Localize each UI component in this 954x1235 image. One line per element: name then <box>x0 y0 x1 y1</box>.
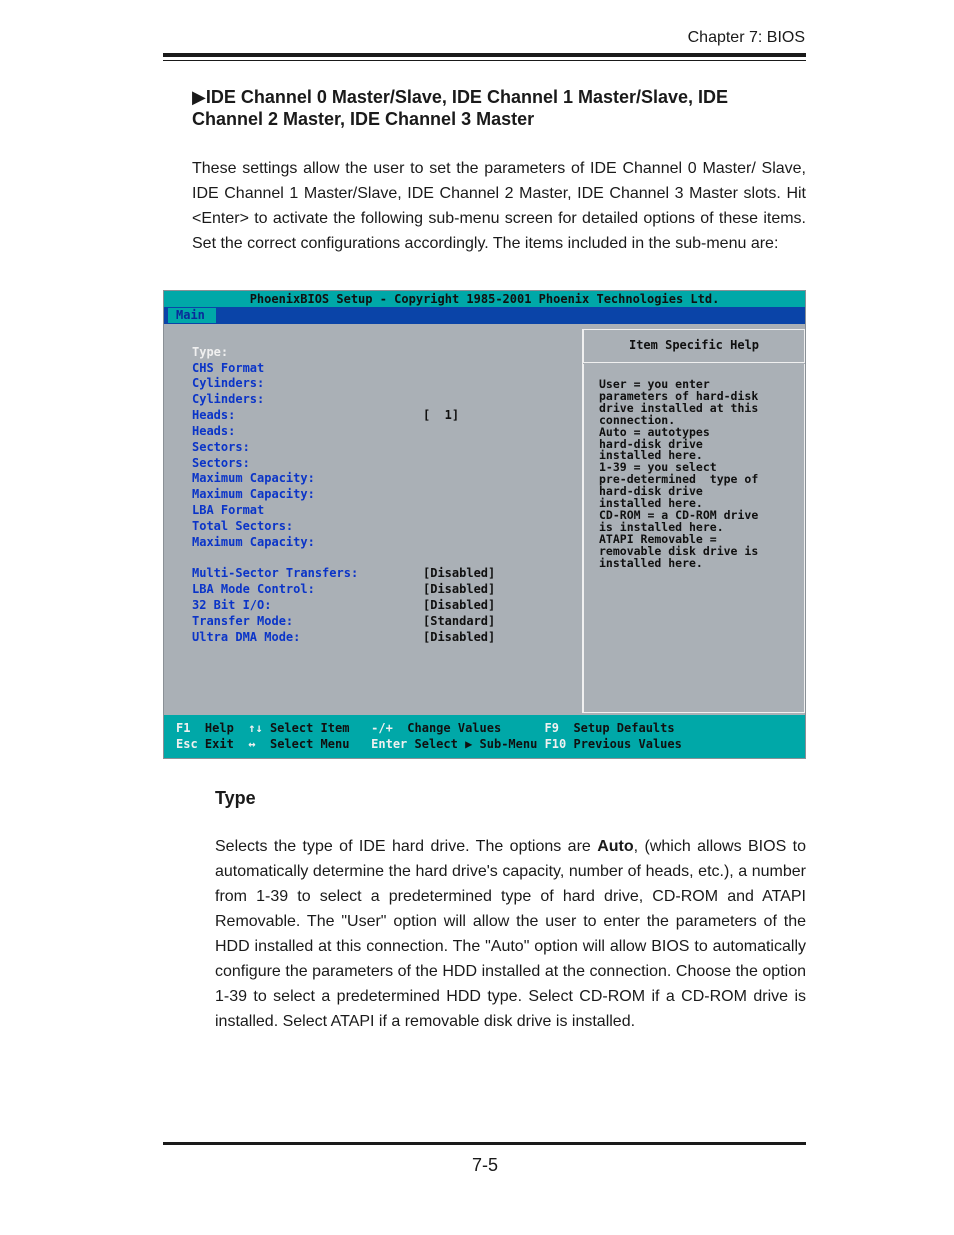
chapter-header: Chapter 7: BIOS <box>687 29 805 46</box>
key-f1-label: Help <box>204 721 234 735</box>
key-leftright-label: Select Menu <box>269 737 350 751</box>
bios-value-multi-sector[interactable]: [Disabled] <box>423 566 496 580</box>
bios-value-ultra-dma[interactable]: [Disabled] <box>423 630 496 644</box>
bios-field-multi-sector[interactable]: Multi-Sector Transfers: <box>192 566 359 580</box>
bios-tab-main[interactable]: Main <box>168 308 216 323</box>
header-rule-thin <box>163 60 806 61</box>
page-number: 7-5 <box>471 1155 498 1175</box>
bios-value-32bit-io[interactable]: [Disabled] <box>423 598 496 612</box>
key-legend-row-2 <box>176 736 682 752</box>
key-f9: F9 <box>544 721 559 735</box>
type-paragraph <box>215 834 806 1034</box>
bios-field-sectors-2: Sectors: <box>192 456 250 470</box>
key-legend-row-1 <box>176 720 675 736</box>
bios-help-panel <box>583 329 805 713</box>
type-heading: Type <box>215 788 256 808</box>
key-f1: F1 <box>176 721 191 735</box>
bios-value-transfer-mode[interactable]: [Standard] <box>423 614 496 628</box>
bios-fields-panel <box>164 329 583 713</box>
bios-field-total-sectors: Total Sectors: <box>192 519 294 533</box>
help-text: User = you enter parameters of hard-disk drive installed at this connection. Auto = autotypes hard-disk drive installed here. 1-39 = you select pre-determined type of hard-disk drive installed here. CD-ROM = a CD-ROM drive is installed here. ATAPI Removable = removable disk drive is installed here. <box>599 377 759 570</box>
bios-title-bar: PhoenixBIOS Setup - Copyright 1985-2001 Phoenix Technologies Ltd. <box>164 291 805 307</box>
bios-field-max-capacity-2: Maximum Capacity: <box>192 487 315 501</box>
bios-menu-bar <box>164 307 805 324</box>
bios-field-32bit-io[interactable]: 32 Bit I/O: <box>192 598 272 612</box>
help-title: Item Specific Help <box>583 329 805 363</box>
bios-field-ultra-dma[interactable]: Ultra DMA Mode: <box>192 630 301 644</box>
bios-value-heads[interactable]: [ 1] <box>423 408 460 422</box>
bios-field-type[interactable]: Type: <box>192 345 229 359</box>
header-rule-thick <box>163 53 806 57</box>
intro-paragraph: These settings allow the user to set the parameters of IDE Channel 0 Master/ Slave, IDE Channel 1 Master/Slave, IDE Channel 2 Master, IDE Channel 3 Master slots. Hit <Enter> to activate the following sub-menu screen for detailed options of these items. Set the correct configurations accordingly. The items included in the sub-menu are: <box>192 160 806 252</box>
bios-field-cylinders-2: Cylinders: <box>192 392 265 406</box>
key-plusminus-label: Change Values <box>407 721 502 735</box>
bios-key-legend <box>164 715 805 758</box>
footer-rule <box>163 1142 806 1145</box>
key-esc: Esc <box>176 737 198 751</box>
key-updown: ↑↓ <box>248 721 263 735</box>
key-enter: Enter <box>371 737 408 751</box>
type-text-after: , (which allows BIOS to automatically determine the hard drive's capacity, number of heads, etc.), a number from 1-39 to select a predetermined type of hard drive, CD-ROM and ATAPI Removable. The "User" option will allow the user to enter the parameters of the HDD installed at this connection. The "Auto" option will allow BIOS to automatically configure the parameters of the HDD installed at the connection. Choose the option 1-39 to select a predetermined HDD type. Select CD-ROM if a CD-ROM drive is installed. Select ATAPI if a removable disk drive is installed. <box>215 838 806 1030</box>
bios-field-lba-format: LBA Format <box>192 503 265 517</box>
bios-field-max-capacity-3: Maximum Capacity: <box>192 535 315 549</box>
bios-value-lba-mode[interactable]: [Disabled] <box>423 582 496 596</box>
section-heading: ▶IDE Channel 0 Master/Slave, IDE Channel 1 Master/Slave, IDE Channel 2 Master, IDE Channel 3 Master <box>192 87 729 129</box>
bios-field-heads[interactable]: Heads: <box>192 408 236 422</box>
key-f10-label: Previous Values <box>573 737 682 751</box>
type-text-before: Selects the type of IDE hard drive. The options are <box>215 838 598 855</box>
type-text-bold: Auto <box>597 838 634 855</box>
key-plusminus: -/+ <box>371 721 393 735</box>
key-leftright: ↔ <box>248 737 256 751</box>
bios-field-sectors: Sectors: <box>192 440 250 454</box>
bios-field-chs-format: CHS Format <box>192 361 265 375</box>
bios-field-heads-2: Heads: <box>192 424 236 438</box>
key-esc-label: Exit <box>204 737 234 751</box>
key-enter-label: Select ▶ Sub-Menu <box>414 737 538 751</box>
key-updown-label: Select Item <box>269 721 350 735</box>
bios-field-transfer-mode[interactable]: Transfer Mode: <box>192 614 294 628</box>
bios-field-lba-mode[interactable]: LBA Mode Control: <box>192 582 315 596</box>
key-f10: F10 <box>544 737 567 751</box>
help-body <box>583 364 805 713</box>
key-f9-label: Setup Defaults <box>573 721 675 735</box>
bios-screenshot <box>163 290 806 759</box>
bios-field-cylinders: Cylinders: <box>192 376 265 390</box>
bios-field-max-capacity: Maximum Capacity: <box>192 471 315 485</box>
